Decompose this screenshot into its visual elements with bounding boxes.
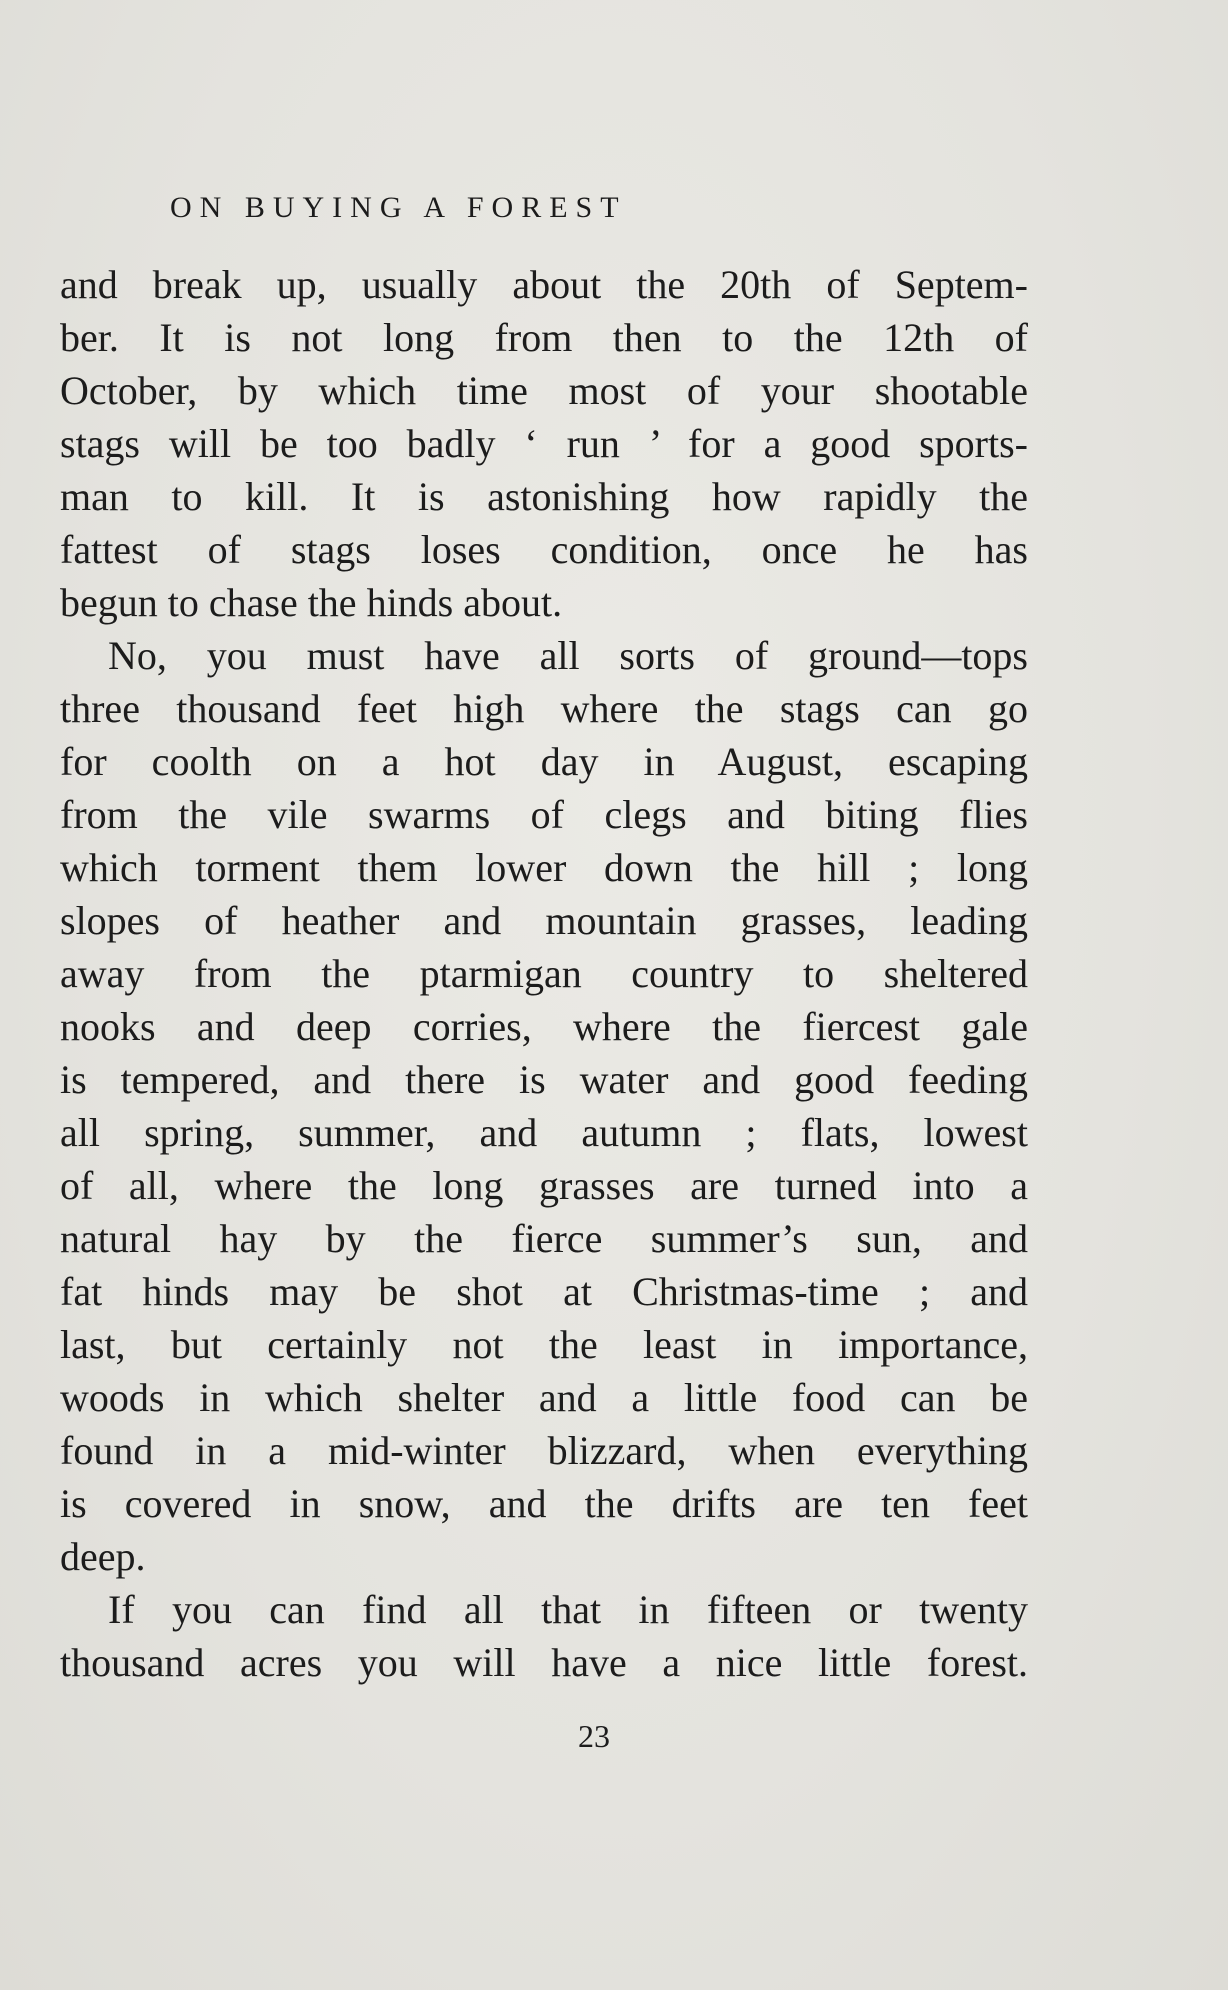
paragraph-3	[60, 1583, 1028, 1689]
page-number: 23	[578, 1718, 610, 1754]
text-line: three thousand feet high where the stags can go	[60, 686, 1028, 731]
text-line: If you can find all that in fifteen or twenty	[108, 1587, 1028, 1632]
text-line: is tempered, and there is water and good feeding	[60, 1057, 1028, 1102]
text-line: natural hay by the fierce summer’s sun, and	[60, 1216, 1028, 1261]
text-line: man to kill. It is astonishing how rapidly the	[60, 474, 1028, 519]
text-line: ber. It is not long from then to the 12th of	[60, 315, 1028, 360]
text-line: deep.	[60, 1534, 146, 1579]
text-line: begun to chase the hinds about.	[60, 580, 563, 625]
text-line: which torment them lower down the hill ; long	[60, 845, 1028, 890]
paragraph-1	[60, 258, 1028, 629]
text-line: and break up, usually about the 20th of Septem-	[60, 262, 1028, 307]
text-line: fattest of stags loses condition, once he has	[60, 527, 1028, 572]
text-line: found in a mid-winter blizzard, when everything	[60, 1428, 1028, 1473]
book-page	[60, 180, 1028, 1761]
text-line: nooks and deep corries, where the fiercest gale	[60, 1004, 1028, 1049]
text-line: for coolth on a hot day in August, escaping	[60, 739, 1028, 784]
text-line: from the vile swarms of clegs and biting flies	[60, 792, 1028, 837]
paragraph-2	[60, 629, 1028, 1583]
text-line: all spring, summer, and autumn ; flats, lowest	[60, 1110, 1028, 1155]
text-line: stags will be too badly ‘ run ’ for a good sports-	[60, 421, 1028, 466]
text-line: slopes of heather and mountain grasses, leading	[60, 898, 1028, 943]
text-line: away from the ptarmigan country to sheltered	[60, 951, 1028, 996]
text-line: fat hinds may be shot at Christmas-time ; and	[60, 1269, 1028, 1314]
text-line: of all, where the long grasses are turned into a	[60, 1163, 1028, 1208]
running-head: ON BUYING A FOREST	[170, 191, 627, 224]
text-line: No, you must have all sorts of ground—tops	[108, 633, 1028, 678]
text-line: October, by which time most of your shootable	[60, 368, 1028, 413]
text-line: thousand acres you will have a nice little forest.	[60, 1640, 1028, 1685]
text-line: is covered in snow, and the drifts are ten feet	[60, 1481, 1028, 1526]
text-line: last, but certainly not the least in importance,	[60, 1322, 1028, 1367]
text-line: woods in which shelter and a little food can be	[60, 1375, 1028, 1420]
